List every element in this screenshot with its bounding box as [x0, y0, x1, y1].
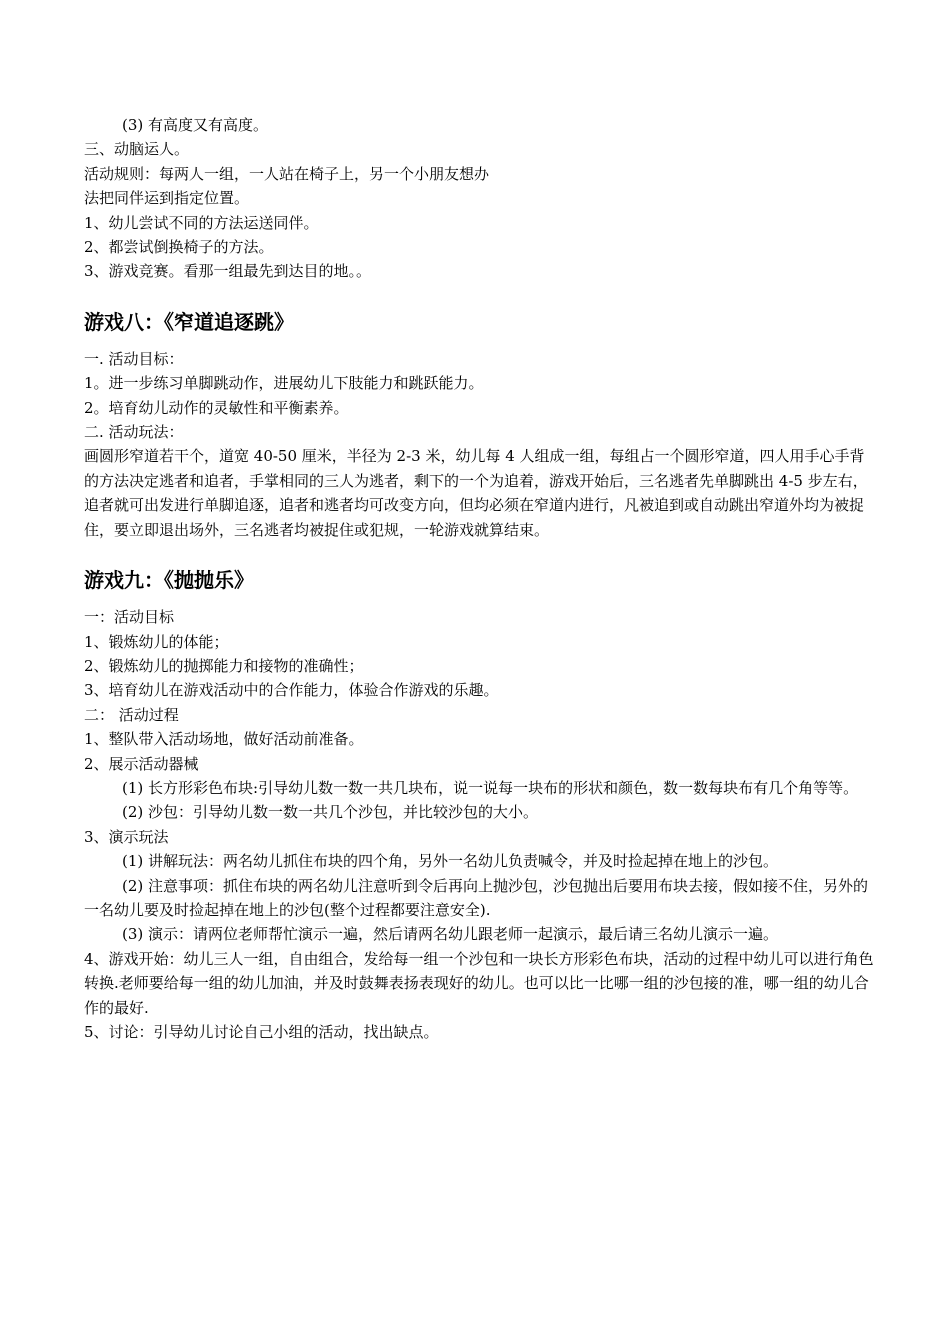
- text-line: 一：活动目标: [84, 608, 175, 627]
- equipment-item-cloth: (1) 长方形彩色布块:引导幼儿数一数一共几块布，说一说每一块布的形状和颜色，数一数每块布有几个角等等。: [122, 778, 859, 797]
- demo-item-notes: (2) 注意事项：抓住布块的两名幼儿注意听到令后再向上抛沙包，沙包抛出后要用布块去接，假如接不住，另外的一名幼儿要及时捡起掉在地上的沙包(整个过程都要注意安全).: [84, 876, 869, 919]
- text-line: 活动规则：每两人一组，一人站在椅子上，另一个小朋友想办: [84, 164, 490, 183]
- text-line: 3、演示玩法: [84, 827, 169, 846]
- text-line: 3、培育幼儿在游戏活动中的合作能力，体验合作游戏的乐趣。: [84, 681, 499, 700]
- text-line: 三、动脑运人。: [84, 140, 190, 159]
- document-page: [84, 113, 874, 1044]
- text-line: 2。培育幼儿动作的灵敏性和平衡素养。: [84, 398, 349, 417]
- text-line: 法把同伴运到指定位置。: [84, 189, 250, 208]
- equipment-item-sandbag: (2) 沙包：引导幼儿数一数一共几个沙包，并比较沙包的大小。: [122, 803, 539, 822]
- text-line: 二： 活动过程: [84, 705, 179, 724]
- game9-heading: 游戏九：《抛抛乐》: [84, 568, 254, 593]
- text-line: (3) 有高度又有高度。: [122, 116, 269, 134]
- text-line: 二. 活动玩法：: [84, 423, 184, 442]
- game8-heading: 游戏八：《窄道追逐跳》: [84, 309, 294, 334]
- text-line: 2、展示活动器械: [84, 754, 199, 773]
- text-line: 1、幼儿尝试不同的方法运送同伴。: [84, 213, 319, 232]
- text-line: 2、都尝试倒换椅子的方法。: [84, 238, 274, 257]
- discussion-line: 5、讨论：引导幼儿讨论自己小组的活动，找出缺点。: [84, 1023, 439, 1041]
- game-start-paragraph: 4、游戏开始：幼儿三人一组，自由组合，发给每一组一个沙包和一块长方形彩色布块，活动的过程中幼儿可以进行角色转换.老师要给每一组的幼儿加油，并及时鼓舞表扬表现好的幼儿。也可以比一比哪一组的沙包接的准，哪一组的幼儿合作的最好.: [84, 949, 874, 1017]
- text-line: 一. 活动目标：: [84, 349, 184, 368]
- demo-item-explain: (1) 讲解玩法：两名幼儿抓住布块的四个角，另外一名幼儿负责喊令，并及时捡起掉在地上的沙包。: [122, 852, 779, 871]
- demo-item-demonstrate: (3) 演示：请两位老师帮忙演示一遍，然后请两名幼儿跟老师一起演示，最后请三名幼儿演示一遍。: [122, 925, 779, 944]
- game8-rules-paragraph: 画圆形窄道若干个，道宽 40-50 厘米，半径为 2-3 米，幼儿每 4 人组成一组，每组占一个圆形窄道，四人用手心手背的方法决定逃者和追者，手掌相同的三人为逃者，剩下的一个为追着，游戏开始后，三名逃者先单脚跳出 4-5 步左右，追者就可出发进行单脚追逐，追者和逃者均可改变方向，但均必须在窄道内进行，凡被追到或自动跳出窄道外均为被捉住，要立即退出场外，三名逃者均被捉住或犯规，一轮游戏就算结束。: [84, 447, 868, 539]
- text-line: 1。进一步练习单脚跳动作，进展幼儿下肢能力和跳跃能力。: [84, 374, 484, 393]
- text-line: 3、游戏竞赛。看那一组最先到达目的地。。: [84, 262, 372, 281]
- text-line: 1、整队带入活动场地，做好活动前准备。: [84, 730, 364, 749]
- text-line: 2、锻炼幼儿的抛掷能力和接物的准确性；: [84, 656, 364, 675]
- text-line: 1、锻炼幼儿的体能；: [84, 632, 229, 651]
